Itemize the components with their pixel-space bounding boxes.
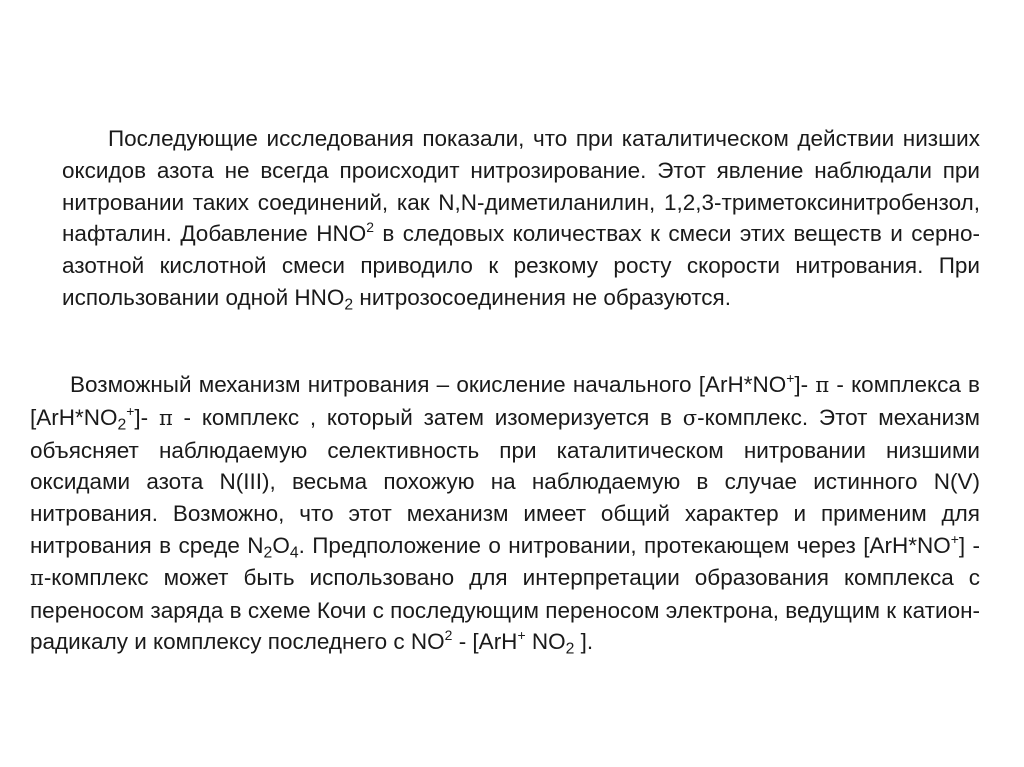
subscript: 4 <box>289 544 299 562</box>
paragraph-text: в следовых количествах к смеси этих веществ и серно-азотной кислотной смеси приводило к резкому росту скорости нитрования. При использовании одной HNO <box>62 221 980 310</box>
paragraph-text: -комплекс. Этот механизм объясняет наблюдаемую селективность при каталитическом нитровании низшими оксидами азота N(III), весьма похожую на наблюдаемую в случае истинного N(V) нитрования. Возможно, что этот механизм имеет общий характер и применим для нитрования в среде N <box>30 404 981 558</box>
subscript: 2 <box>565 641 575 659</box>
paragraph-text: - комплекс , который затем изомеризуется в <box>172 404 683 430</box>
paragraph-text: Последующие исследования показали, что при каталитическом действии низших оксидов азота не всегда происходит нитрозирование. Этот явление наблюдали при нитровании таких соединений, как N,N-диметиланилин, 1,2,3-триметоксинитробензол, нафталин. Добавление HNO <box>62 126 980 247</box>
subscript: 2 <box>263 544 273 562</box>
paragraph-text: . Предположение о нитровании, протекающем через [ArH*NO <box>298 532 951 558</box>
pi-symbol: π <box>158 405 173 430</box>
superscript: + <box>786 369 795 386</box>
superscript: + <box>126 402 135 419</box>
subscript: 2 <box>117 416 127 434</box>
paragraph-text: нитрозосоединения не образуются. <box>353 284 731 310</box>
paragraph-text: - [ArH <box>452 629 518 655</box>
paragraph-text: ]. <box>574 629 594 655</box>
sigma-symbol: σ <box>682 405 698 430</box>
paragraph-text: ]- <box>134 404 159 430</box>
paragraph-nitrosation-study <box>62 123 980 314</box>
paragraph-text: ]- <box>794 372 816 397</box>
superscript: + <box>950 530 959 547</box>
paragraph-text: O <box>272 532 290 558</box>
paragraph-text: ] - <box>958 532 980 558</box>
pi-symbol: π <box>30 565 44 590</box>
paragraph-text: -комплекс может быть использовано для интерпретации образования комплекса с переносом заряда в схеме Кочи с последующим переносом электрона, ведущим к катион-радикалу и комплексу последнего с NO <box>30 564 980 655</box>
pi-symbol: π <box>815 373 830 397</box>
paragraph-text: - комплекса в [ArH*NO <box>30 372 981 430</box>
paragraph-nitration-mechanism <box>30 369 980 658</box>
superscript: 2 <box>366 219 374 236</box>
subscript: 2 <box>344 296 354 314</box>
superscript: 2 <box>444 627 453 644</box>
superscript: + <box>517 627 526 644</box>
paragraph-text: NO <box>525 629 566 655</box>
paragraph-text: Возможный механизм нитрования – окисление начального [ArH*NO <box>70 372 787 397</box>
